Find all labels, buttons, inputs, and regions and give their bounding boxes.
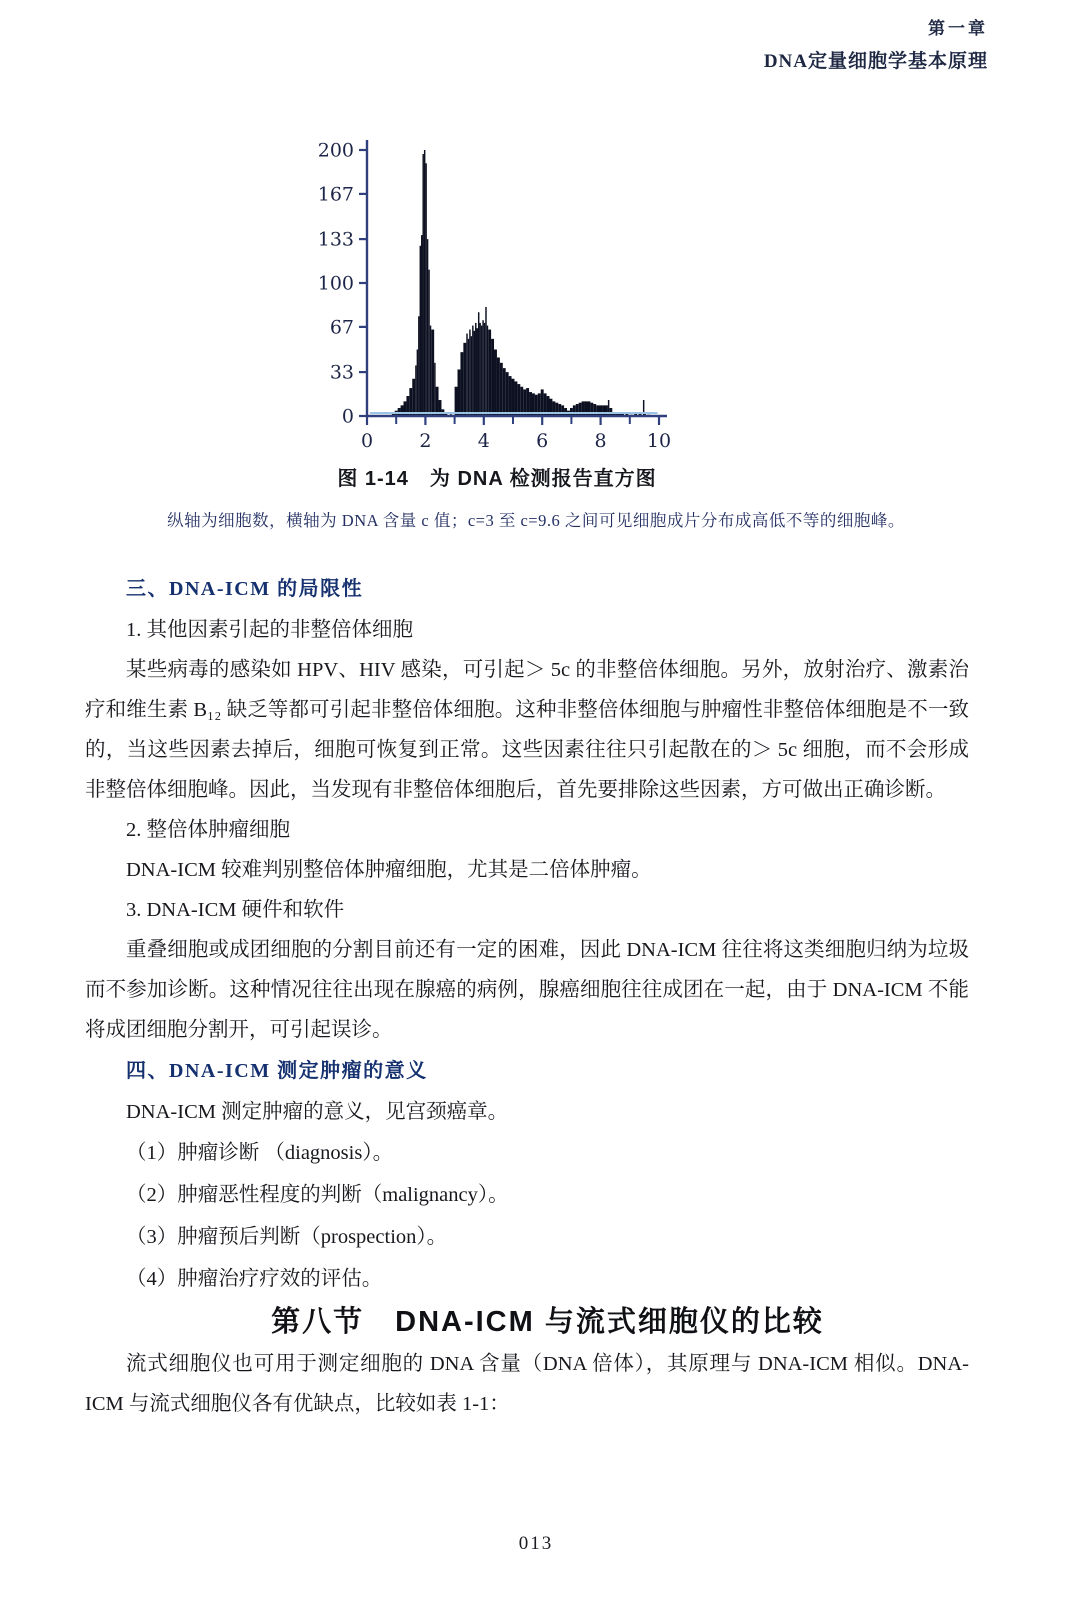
svg-text:133: 133 [317, 228, 354, 251]
paragraph: 某些病毒的感染如 HPV、HIV 感染，可引起＞ 5c 的非整倍体细胞。另外，放射治疗、激素治疗和维生素 B₁₂ 缺乏等都可引起非整倍体细胞。这种非整倍体细胞与肿瘤性非整倍体细胞是不一致的，当这些因素去掉后，细胞可恢复到正常。这些因素往往只引起散在的＞ 5c 细胞，而不会形成非整倍体细胞峰。因此，当发现有非整倍体细胞后，首先要排除这些因素，方可做出正确诊断。 [85, 659, 969, 801]
page-number: 013 [518, 1533, 554, 1554]
subitem-title: 3. DNA-ICM 硬件和软件 [126, 899, 345, 921]
list-item: （1）肿瘤诊断 （diagnosis）。 [126, 1142, 394, 1164]
page-header [764, 14, 988, 73]
list-item: （4）肿瘤治疗疗效的评估。 [126, 1268, 383, 1290]
svg-text:10: 10 [646, 430, 672, 452]
svg-text:4: 4 [477, 430, 490, 452]
svg-text:100: 100 [317, 272, 354, 295]
subitem-title: 1. 其他因素引起的非整倍体细胞 [126, 619, 413, 641]
chapter-label: 第一章 [928, 19, 988, 38]
list-item: （2）肿瘤恶性程度的判断（malignancy）。 [126, 1184, 509, 1206]
svg-text:6: 6 [536, 430, 549, 452]
paragraph: 流式细胞仪也可用于测定细胞的 DNA 含量（DNA 倍体），其原理与 DNA-ICM 相似。DNA-ICM 与流式细胞仪各有优缺点，比较如表 1-1： [85, 1353, 969, 1415]
svg-text:0: 0 [341, 405, 354, 428]
figure-caption: 图 1-14 为 DNA 检测报告直方图 [337, 468, 657, 490]
figure-note: 纵轴为细胞数，横轴为 DNA 含量 c 值；c=3 至 c=9.6 之间可见细胞成片分布成高低不等的细胞峰。 [167, 511, 905, 530]
dna-histogram-svg [300, 134, 680, 454]
section-heading-limitations: 三、DNA-ICM 的局限性 [126, 578, 364, 600]
paragraph: DNA-ICM 较难判别整倍体肿瘤细胞，尤其是二倍体肿瘤。 [126, 859, 652, 881]
svg-text:8: 8 [594, 430, 607, 452]
paragraph: DNA-ICM 测定肿瘤的意义，见宫颈癌章。 [126, 1101, 509, 1123]
paragraph: 重叠细胞或成团细胞的分割目前还有一定的困难，因此 DNA-ICM 往往将这类细胞归纳为垃圾而不参加诊断。这种情况往往出现在腺癌的病例，腺癌细胞往往成团在一起，由于 DNA-ICM 不能将成团细胞分割开，可引起误诊。 [85, 939, 969, 1041]
book-title: DNA定量细胞学基本原理 [763, 51, 988, 72]
list-item: （3）肿瘤预后判断（prospection）。 [126, 1226, 448, 1248]
svg-text:200: 200 [317, 139, 354, 162]
svg-text:67: 67 [329, 316, 354, 339]
section8-title: 第八节 DNA-ICM 与流式细胞仪的比较 [271, 1306, 824, 1338]
subitem-title: 2. 整倍体肿瘤细胞 [126, 819, 290, 841]
section-heading-significance: 四、DNA-ICM 测定肿瘤的意义 [126, 1060, 428, 1082]
svg-text:167: 167 [317, 183, 354, 206]
svg-text:33: 33 [329, 361, 354, 384]
main-text [85, 568, 969, 1424]
dna-histogram-figure [300, 134, 680, 454]
svg-text:2: 2 [419, 430, 432, 452]
svg-text:0: 0 [360, 430, 374, 452]
